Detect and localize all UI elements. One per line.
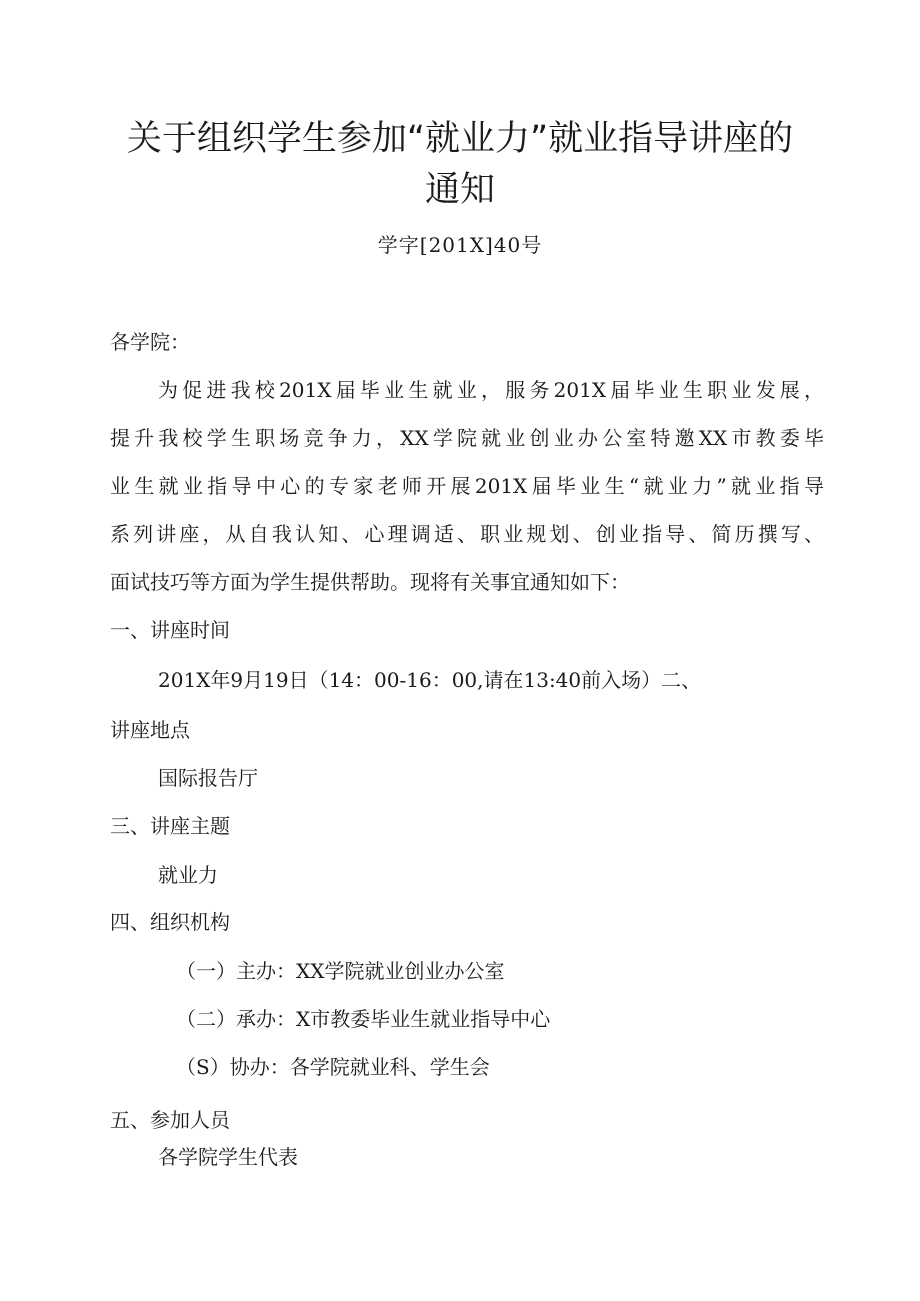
theme-heading: 三、讲座主题	[110, 814, 230, 838]
title-line-2: 通知	[424, 170, 495, 210]
time-value: 201X年9月19日（14：00-16：00,请在13:40前入场）二、	[158, 668, 702, 692]
theme-value: 就业力	[158, 863, 218, 887]
organization-heading: 四、组织机构	[110, 910, 230, 934]
intro-line-1: 为促进我校201X届毕业生就业，服务201X届毕业生职业发展，	[158, 378, 824, 402]
salutation: 各学院：	[110, 330, 190, 354]
organization-undertaker: （二）承办：X市教委毕业生就业指导中心	[176, 1007, 551, 1031]
intro-line-2: 提升我校学生职场竞争力，XX学院就业创业办公室特邀XX市教委毕	[110, 426, 824, 450]
location-heading: 讲座地点	[110, 718, 190, 742]
organization-host: （一）主办：XX学院就业创业办公室	[176, 959, 505, 983]
participants-value: 各学院学生代表	[158, 1145, 298, 1169]
participants-heading: 五、参加人员	[110, 1108, 230, 1132]
intro-line-4: 系列讲座，从自我认知、心理调适、职业规划、创业指导、简历撰写、	[110, 522, 824, 546]
location-value: 国际报告厅	[158, 766, 258, 790]
time-heading: 一、讲座时间	[110, 618, 230, 642]
intro-line-5: 面试技巧等方面为学生提供帮助。现将有关事宜通知如下：	[110, 570, 630, 594]
document-number: 学字[201X]40号	[377, 233, 543, 257]
intro-line-3: 业生就业指导中心的专家老师开展201X届毕业生“就业力”就业指导	[110, 474, 824, 498]
organization-assist: （S）协办：各学院就业科、学生会	[176, 1055, 490, 1079]
title-line-1: 关于组织学生参加“就业力”就业指导讲座的	[126, 119, 794, 159]
